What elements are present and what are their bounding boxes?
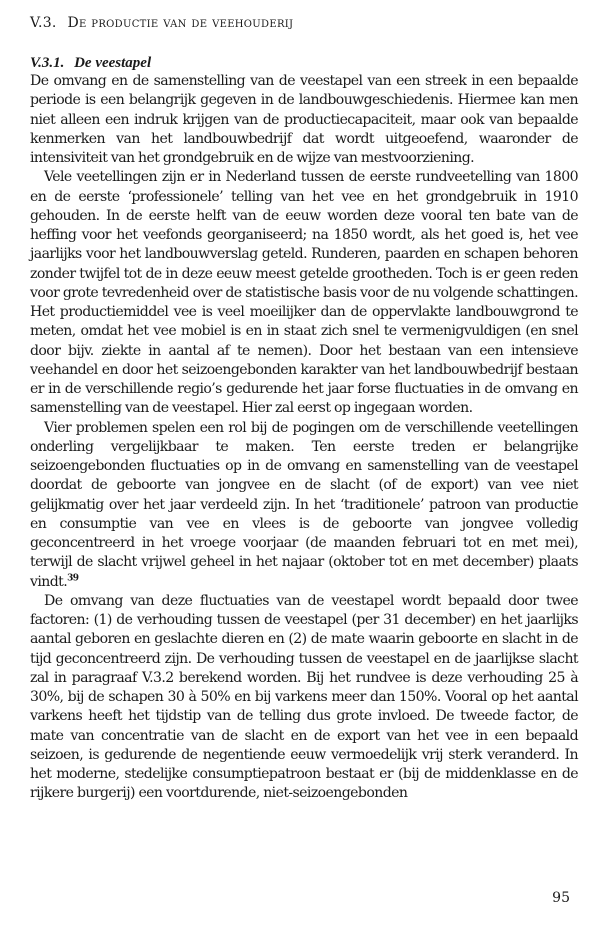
paragraph-2: Vele veetellingen zijn er in Nederland tussen de eerste rundveetelling van 1800 en de eerste ‘professionele’ telling van het vee en het grondgebruik in 1910 gehouden. In de eerste helft van de eeuw worden deze vooral ten bate van de heffing voor het veefonds georganiseerd; na 1850 wordt, als het goed is, het vee jaarlijks voor het landbouwverslag geteld. Runderen, paarden en schapen behoren zonder twijfel tot de in deze eeuw meest getelde grootheden. Toch is er geen reden voor grote tevredenheid over de statistische basis voor de nu volgende schattingen. Het productiemiddel vee is veel moeilijker dan de oppervlakte landbouwgrond te meten, omdat het vee mobiel is en in staat zich snel te vermenigvuldigen (en snel door bijv. ziekte in aantal af te nemen). Door het bestaan van een intensieve veehandel en door het seizoengebonden karakter van het landbouwbedrijf bestaan er in de verschillende regio’s gedurende het jaar forse fluctuaties in de omvang en samenstelling van de veestapel. Hier zal eerst op ingegaan worden. xyxy=(30,169,578,417)
page xyxy=(30,14,578,804)
footnote-marker[interactable]: 39 xyxy=(67,572,79,583)
section-title-text: De veestapel xyxy=(74,55,152,71)
running-head xyxy=(30,14,578,32)
page-number: 95 xyxy=(552,890,570,906)
running-head-number: V.3. xyxy=(30,15,57,31)
section-number: V.3.1. xyxy=(30,55,65,71)
paragraph-1: De omvang en de samenstelling van de veestapel van een streek in een bepaalde periode is een belangrijk gegeven in de landbouwgeschiedenis. Hiermee kan men niet alleen een indruk krijgen van de productiecapaciteit, maar ook van bepaalde kenmerken van het landbouwbedrijf dat wordt uitgeoefend, waaronder de intensiviteit van het grondgebruik en de wijze van mestvoorziening. xyxy=(30,73,578,166)
paragraph-3 xyxy=(30,419,578,592)
paragraph-3-text: Vier problemen spelen een rol bij de pogingen om de verschillende veetellingen onderling vergelijkbaar te maken. Ten eerste treden er belangrijke seizoengebonden fluctuaties op in de omvang en samenstelling van de veestapel doordat de geboorte van jongvee en de slacht (of de export) van vee niet gelijkmatig over het jaar verdeeld zijn. In het ‘traditionele’ patroon van productie en consumptie van vee en vlees is de geboorte van jongvee volledig geconcentreerd in het vroege voorjaar (de maanden februari tot en met mei), terwijl de slacht vrijwel geheel in het najaar (oktober tot en met december) plaats vindt. xyxy=(30,419,578,590)
running-head-title: De productie van de veehouderij xyxy=(67,15,294,31)
section-title xyxy=(30,54,578,72)
paragraph-4: De omvang van deze fluctuaties van de veestapel wordt bepaald door twee factoren: (1) de verhouding tussen de veestapel (per 31 december) en het jaarlijks aantal geboren en geslachte dieren en (2) de mate waarin geboorte en slacht in de tijd geconcentreerd zijn. De verhouding tussen de veestapel en de jaarlijkse slacht zal in paragraaf V.3.2 berekend worden. Bij het rundvee is deze verhouding 25 à 30%, bij de schapen 30 à 50% en bij varkens meer dan 150%. Vooral op het aantal varkens heeft het tijdstip van de telling dus grote invloed. De tweede factor, de mate van concentratie van de slacht en de export van het vee in een bepaald seizoen, is gedurende de negentiende eeuw vermoedelijk vrij sterk veranderd. In het moderne, stedelijke consumptiepatroon bestaat er (bij de middenklasse en de rijkere burgerij) een voortdurende, niet-seizoengebonden xyxy=(30,592,578,802)
